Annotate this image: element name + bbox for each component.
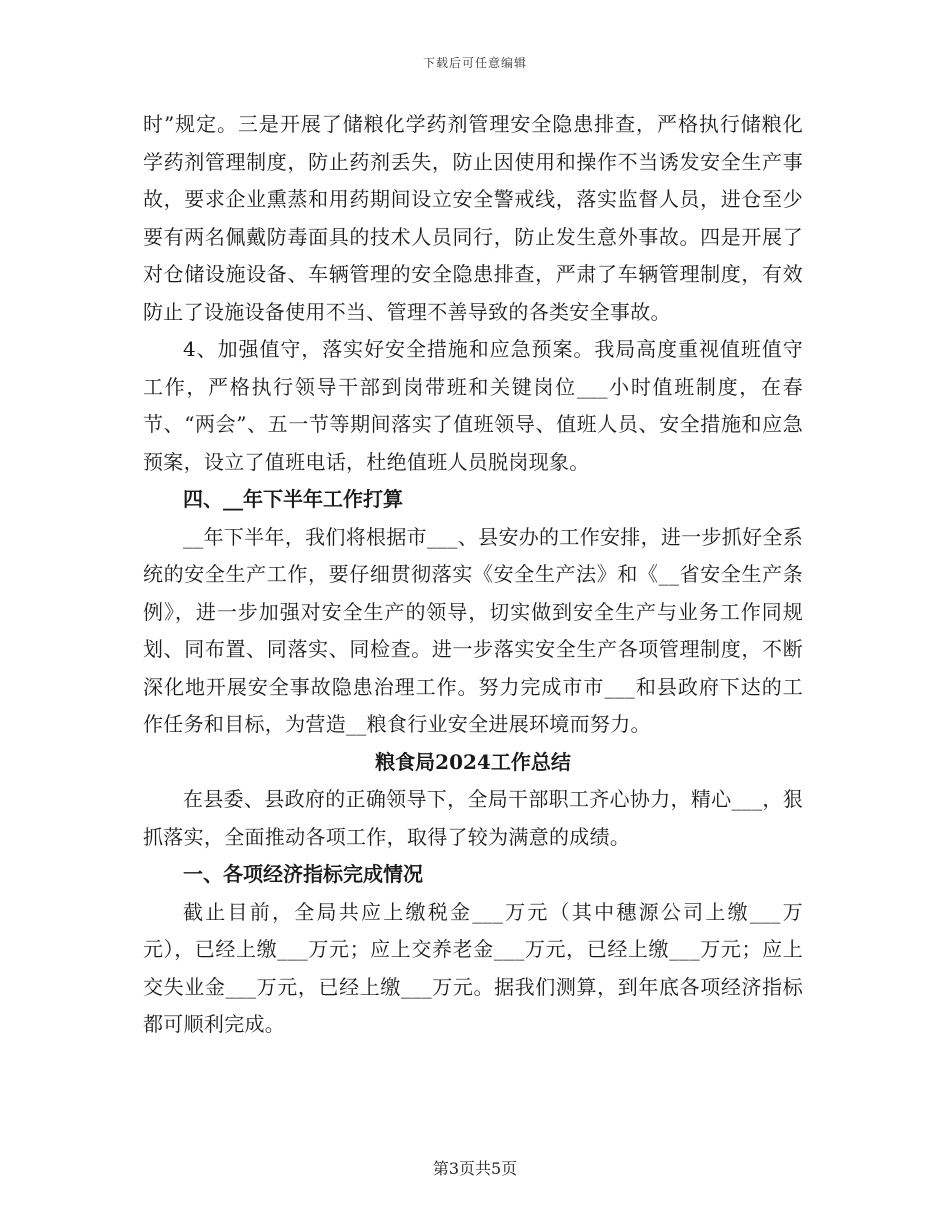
paragraph-economic-indicators: 截止目前，全局共应上缴税金___万元（其中穗源公司上缴___万元），已经上缴___万元；应上交养老金___万元，已经上缴___万元；应上交失业金___万元，已经上缴___万元。据我们测算，到年底各项经济指标都可顺利完成。 <box>143 899 803 1036</box>
page-number: 第3页共5页 <box>432 1159 518 1178</box>
paragraph-inspection-continued: 时”规定。三是开展了储粮化学药剂管理安全隐患排查，严格执行储粮化学药剂管理制度，防止药剂丢失，防止因使用和操作不当诱发安全生产事故，要求企业熏蒸和用药期间设立安全警戒线，落实监督人员，进仓至少要有两名佩戴防毒面具的技术人员同行，防止发生意外事故。四是开展了对仓储设施设备、车辆管理的安全隐患排查，严肃了车辆管理制度，有效防止了设施设备使用不当、管理不善导致的各类安全事故。 <box>143 112 803 324</box>
paragraph-intro: 在县委、县政府的正确领导下，全局干部职工齐心协力，精心___，狠抓落实，全面推动各项工作，取得了较为满意的成绩。 <box>143 787 803 849</box>
document-body <box>143 106 803 1044</box>
paragraph-second-half-plan: __年下半年，我们将根据市___、县安办的工作安排，进一步抓好全系统的安全生产工作，要仔细贯彻落实《安全生产法》和《__省安全生产条例》，进一步加强对安全生产的领导，切实做到安全生产与业务工作同规划、同布置、同落实、同检查。进一步落实安全生产各项管理制度，不断深化地开展安全事故隐患治理工作。努力完成市市___和县政府下达的工作任务和目标，为营造__粮食行业安全进展环境而努力。 <box>143 524 803 736</box>
document-title: 粮食局2024工作总结 <box>375 749 571 774</box>
section-heading-economic-indicators: 一、各项经济指标完成情况 <box>183 862 423 886</box>
page-header: 下载后可任意编辑 <box>422 56 527 70</box>
section-heading-second-half-plan: 四、__年下半年工作打算 <box>183 487 403 511</box>
paragraph-duty-measures: 4、加强值守，落实好安全措施和应急预案。我局高度重视值班值守工作，严格执行领导干部到岗带班和关键岗位___小时值班制度，在春节、“两会”、五一节等期间落实了值班领导、值班人员、安全措施和应急预案，设立了值班电话，杜绝值班人员脱岗现象。 <box>143 337 803 474</box>
